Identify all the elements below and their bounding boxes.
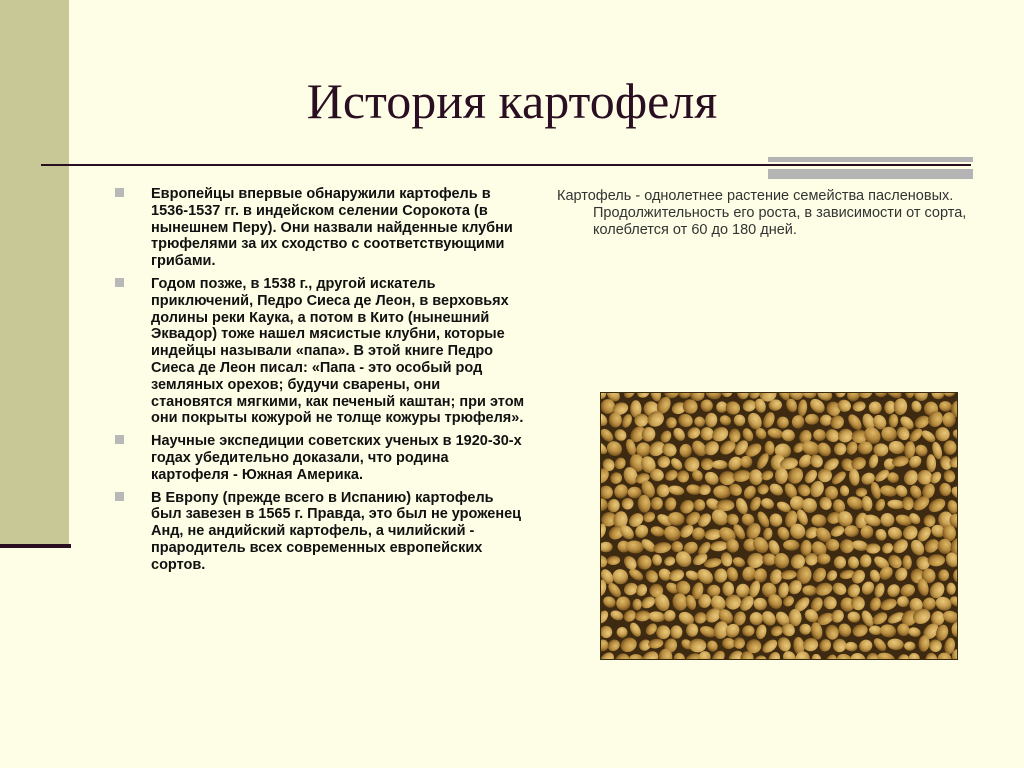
bullet-square-icon — [115, 188, 124, 197]
potato-tuber — [775, 468, 788, 484]
potatoes-photo — [600, 392, 958, 660]
bullet-list — [115, 186, 525, 580]
potato-tuber — [689, 639, 706, 653]
potato-tuber — [762, 553, 776, 565]
bullet-item — [115, 186, 525, 270]
potato-tuber — [632, 599, 641, 611]
potato-tuber — [805, 553, 818, 566]
bullet-text: Годом позже, в 1538 г., другой искатель приключений, Педро Сиеса де Леон, в верховьях долины реки Каука, а потом в Кито (нынешний Эквадор) тоже нашел мясистые клубни, которые индейцы называли «папа». В этой книге Педро Сиеса де Леон писал: «Папа - это особый род земляных орехов; будучи сварены, они становятся мягкими, как печеный каштан; при этом они покрыты кожурой не толще кожуры трюфеля». — [151, 275, 525, 427]
bullet-square-icon — [115, 278, 124, 287]
bullet-item — [115, 433, 525, 483]
potato-tuber — [805, 414, 819, 425]
decorative-side-line — [0, 544, 71, 548]
potato-tuber — [670, 625, 682, 638]
title-divider — [41, 164, 971, 166]
bullet-text: В Европу (прежде всего в Испанию) картофель был завезен в 1565 г. Правда, это был не уроженец Анд, не андийский картофель, а чилийский - прародитель всех современных европейских сортов. — [151, 489, 522, 573]
bullet-square-icon — [115, 492, 124, 501]
bullet-item — [115, 490, 525, 574]
bullet-text: Научные экспедиции советских ученых в 1920-30-х годах убедительно доказали, что родина картофеля - Южная Америка. — [151, 433, 522, 483]
title-divider-accent-top — [768, 157, 973, 162]
bullet-text: Европейцы впервые обнаружили картофель в 1536-1537 гг. в индейском селении Сорокота (в нынешнем Перу). Они назвали найденные клубни трюфелями за их сходство с соответствующими грибами. — [151, 186, 513, 270]
bullet-item — [115, 276, 525, 427]
potato-tuber — [722, 582, 734, 597]
slide-title: История картофеля — [306, 73, 718, 129]
bullet-square-icon — [115, 435, 124, 444]
potato-description: Картофель - однолетнее растение семейства пасленовых. Продолжительность его роста, в зависимости от сорта, колеблется от 60 до 180 дней. — [557, 188, 967, 238]
title-divider-accent-bottom — [768, 169, 973, 179]
